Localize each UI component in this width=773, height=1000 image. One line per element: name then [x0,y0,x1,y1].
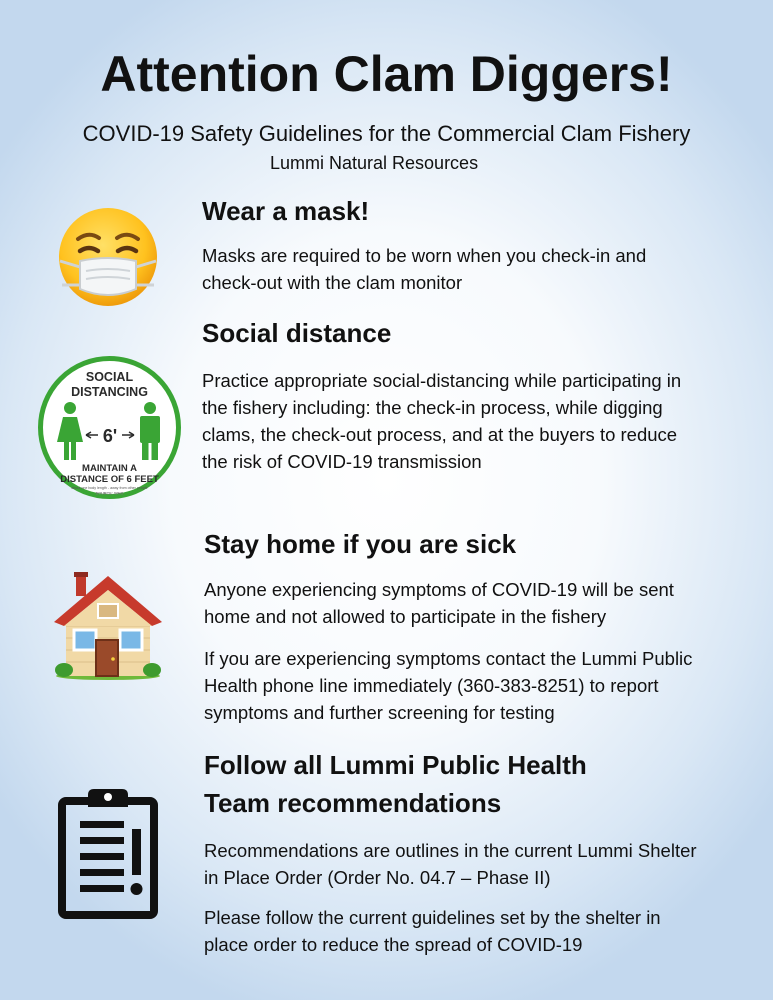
organization-name: Lummi Natural Resources [270,153,479,173]
social-distance-text: Practice appropriate social-distancing while participating in the fishery including: the check-in process, while digging clams, the check-out process, and at the buyers to reduce the risk of COVID-19 transmission [202,370,682,472]
page-subtitle: COVID-19 Safety Guidelines for the Commercial Clam Fishery [82,121,691,146]
page-title: Attention Clam Diggers! [100,46,673,102]
recommendations-heading-line2: Team recommendations [204,788,502,818]
recommendations-heading-line1: Follow all Lummi Public Health [204,750,587,780]
social-distance-heading: Social distance [202,318,392,348]
mask-heading: Wear a mask! [202,196,370,226]
recommendations-text-2: Please follow the current guidelines set by the shelter in place order to reduce the spread of COVID-19 [204,907,661,955]
stay-home-heading: Stay home if you are sick [204,529,517,559]
stay-home-text-1: Anyone experiencing symptoms of COVID-19 will be sent home and not allowed to participate in the fishery [204,579,674,627]
stay-home-text-2: If you are experiencing symptoms contact the Lummi Public Health phone line immediately (360-383-8251) to report symptoms and further screening for testing [204,648,693,723]
sign-bottom-line1: MAINTAIN A [82,463,137,474]
clipboard-alert-icon [56,785,160,921]
recommendations-text-1: Recommendations are outlines in the current Lummi Shelter in Place Order (Order No. 04.7 – Phase II) [204,840,697,888]
social-distancing-sign-icon [38,356,181,499]
mask-text: Masks are required to be worn when you check-in and check-out with the clam monitor [202,245,647,293]
sign-bottom-line2: DISTANCE OF 6 FEET [60,474,159,485]
sign-distance: 6' [102,426,118,446]
sign-top-line2: DISTANCING [71,385,148,399]
face-with-mask-icon [56,205,160,309]
house-icon [52,570,164,682]
sign-source: SOURCE: WHO [95,491,124,496]
sign-fine-print: about one body length - away from other people [71,486,148,490]
sign-top-line1: SOCIAL [85,370,134,384]
